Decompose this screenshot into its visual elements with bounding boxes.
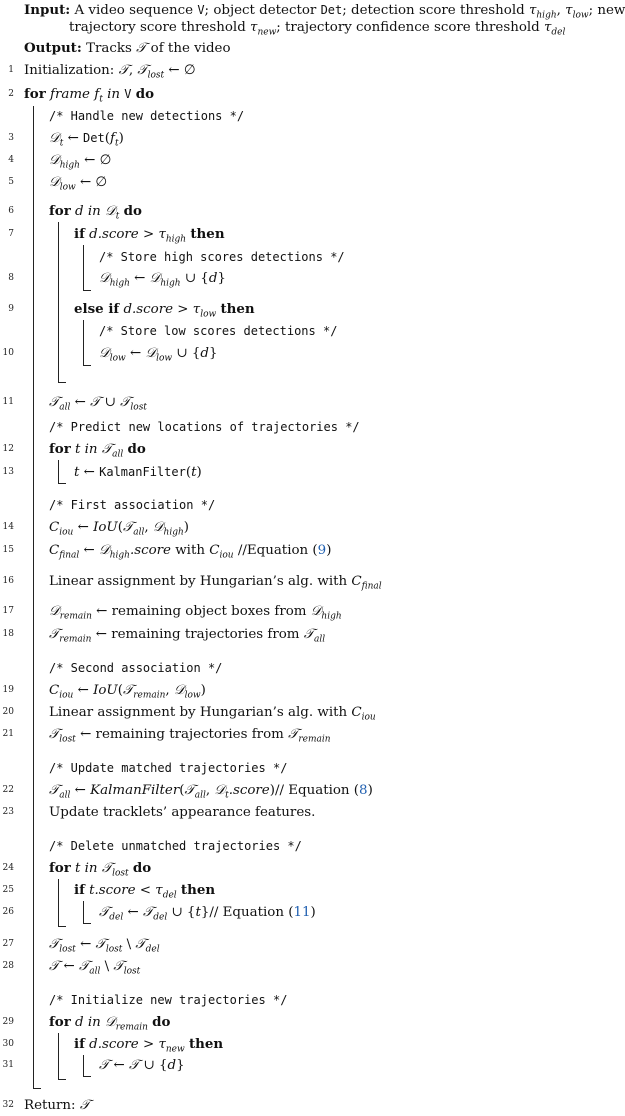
comment: /* Handle new detections */: [49, 109, 245, 123]
line-number: 26: [2, 907, 14, 917]
comment: /* Store high scores detections */: [99, 250, 345, 264]
scope-end-for-remain: [58, 1079, 66, 1080]
line-number: 16: [2, 576, 14, 586]
scope-line-for-d: [58, 222, 59, 382]
scope-line-if-del: [83, 901, 84, 923]
line-number: 6: [8, 206, 14, 216]
algo-line: if d.score > $\tau_{high}$ then: [74, 226, 225, 245]
algo-line: if d.score > $\tau_{new}$ then: [74, 1036, 224, 1055]
algo-line: 𝒯$_{del}$ ← 𝒯$_{del}$ ∪ {t}// Equation (11): [99, 905, 316, 923]
algo-line: 𝒟$_t$ ← $Det(f_t)$: [49, 131, 124, 149]
comment: /* Update matched trajectories */: [49, 761, 288, 775]
scope-line-for-lost: [58, 879, 59, 926]
scope-end-if-low: [83, 365, 91, 366]
line-number: 8: [8, 273, 14, 283]
line-number: 20: [2, 707, 14, 717]
algo-line: 𝒯 ← 𝒯 ∪ {d}: [99, 1058, 185, 1073]
input-spec-cont: trajectory score threshold $\tau_{new}$; trajectory confidence score threshold $\tau_{del}$: [69, 20, 566, 38]
scope-line-if-high: [83, 245, 84, 290]
algo-line: 𝒟$_{low}$ ← ∅: [49, 175, 108, 193]
comment: /* Second association */: [49, 661, 223, 675]
line-number: 4: [8, 155, 14, 165]
algo-line: Return: 𝒯: [24, 1098, 91, 1113]
algo-line: for t in 𝒯$_{all}$ do: [49, 441, 146, 460]
line-number: 24: [2, 863, 14, 873]
line-number: 17: [2, 606, 14, 616]
line-number: 9: [8, 304, 14, 314]
scope-line-for-remain: [58, 1033, 59, 1079]
scope-end-for-lost: [58, 926, 66, 927]
line-number: 7: [8, 229, 14, 239]
line-number: 19: [2, 685, 14, 695]
algo-line: $C_{iou}$ ← IoU(𝒯$_{remain}$, 𝒟$_{low}$): [49, 683, 206, 701]
line-number: 18: [2, 629, 14, 639]
algo-line: for t in 𝒯$_{lost}$ do: [49, 860, 152, 879]
scope-end-if-high: [83, 290, 91, 291]
algo-line: for d in 𝒟$_{remain}$ do: [49, 1014, 171, 1033]
output-label: Output:: [24, 40, 82, 56]
line-number: 29: [2, 1017, 14, 1027]
line-number: 25: [2, 885, 14, 895]
scope-end-if-new: [83, 1076, 91, 1077]
algo-line: for d in 𝒟$_t$ do: [49, 203, 142, 222]
line-number: 5: [8, 177, 14, 187]
line-number: 27: [2, 939, 14, 949]
comment: /* Predict new locations of trajectories */: [49, 420, 360, 434]
scope-line-if-low: [83, 320, 84, 365]
algo-line: Update tracklets’ appearance features.: [49, 805, 316, 820]
algo-line: for frame $f_t$ in V do: [24, 86, 155, 105]
input-spec: Input: A video sequence V; object detector Det; detection score threshold $\tau_{high}$, $\tau_{low}$; new: [24, 2, 625, 21]
algo-line: 𝒟$_{high}$ ← 𝒟$_{high}$ ∪ {d}: [99, 271, 226, 289]
algo-line: 𝒟$_{remain}$ ← remaining object boxes from 𝒟$_{high}$: [49, 604, 342, 622]
scope-line-for-t: [58, 460, 59, 483]
algo-line: if t.score < $\tau_{del}$ then: [74, 882, 216, 901]
line-number: 22: [2, 785, 14, 795]
comment: /* Initialize new trajectories */: [49, 993, 288, 1007]
line-number: 3: [8, 133, 14, 143]
algo-line: Linear assignment by Hungarian’s alg. with $C_{final}$: [49, 574, 382, 592]
scope-line-for-frame: [33, 106, 34, 1088]
line-number: 12: [2, 444, 14, 454]
line-number: 13: [2, 467, 14, 477]
line-number: 2: [8, 89, 14, 99]
algo-line: Initialization: 𝒯, 𝒯$_{lost}$ ← ∅: [24, 63, 196, 81]
line-number: 11: [2, 397, 14, 407]
output-spec: Output: Tracks 𝒯 of the video: [24, 40, 231, 56]
line-number: 30: [2, 1039, 14, 1049]
line-number: 15: [2, 545, 14, 555]
scope-line-if-new: [83, 1055, 84, 1076]
algo-line: 𝒯$_{all}$ ← KalmanFilter(𝒯$_{all}$, 𝒟$_t$.score)// Equation (8): [49, 783, 373, 801]
algo-line: else if d.score > $\tau_{low}$ then: [74, 301, 255, 320]
line-number: 28: [2, 961, 14, 971]
line-number: 32: [2, 1100, 14, 1110]
algo-line: 𝒯$_{all}$ ← 𝒯 ∪ 𝒯$_{lost}$: [49, 395, 147, 413]
line-number: 23: [2, 807, 14, 817]
line-number: 21: [2, 729, 14, 739]
algo-line: 𝒯$_{remain}$ ← remaining trajectories from 𝒯$_{all}$: [49, 627, 326, 645]
line-number: 10: [2, 348, 14, 358]
line-number: 14: [2, 522, 14, 532]
comment: /* Delete unmatched trajectories */: [49, 839, 302, 853]
input-label: Input:: [24, 2, 71, 18]
algo-line: 𝒯$_{lost}$ ← 𝒯$_{lost}$ \ 𝒯$_{del}$: [49, 937, 160, 955]
scope-end-for-frame: [33, 1088, 41, 1089]
algo-line: t ← KalmanFilter(t): [74, 465, 202, 480]
algo-line: $C_{final}$ ← 𝒟$_{high}$.score with $C_{iou}$ //Equation (9): [49, 543, 332, 561]
algo-line: Linear assignment by Hungarian’s alg. with $C_{iou}$: [49, 705, 376, 723]
algo-line: 𝒯 ← 𝒯$_{all}$ \ 𝒯$_{lost}$: [49, 959, 141, 977]
line-number: 31: [2, 1060, 14, 1070]
algo-line: 𝒟$_{low}$ ← 𝒟$_{low}$ ∪ {d}: [99, 346, 218, 364]
comment: /* Store low scores detections */: [99, 324, 338, 338]
algo-line: $C_{iou}$ ← IoU(𝒯$_{all}$, 𝒟$_{high}$): [49, 520, 190, 538]
line-number: 1: [8, 65, 14, 75]
scope-end-for-t: [58, 483, 66, 484]
scope-end-if-del: [83, 923, 91, 924]
scope-end-for-d: [58, 382, 66, 383]
comment: /* First association */: [49, 498, 216, 512]
algo-line: 𝒟$_{high}$ ← ∅: [49, 153, 112, 171]
algo-line: 𝒯$_{lost}$ ← remaining trajectories from 𝒯$_{remain}$: [49, 727, 331, 745]
